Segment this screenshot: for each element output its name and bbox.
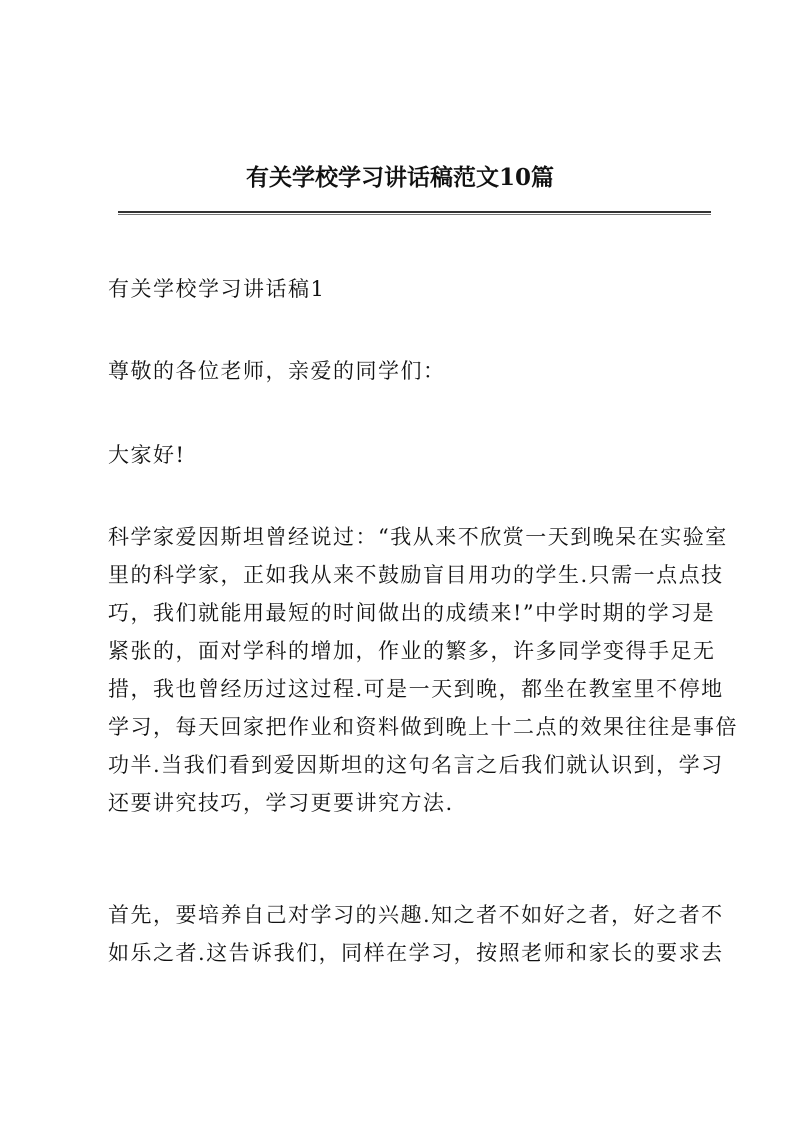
title-divider xyxy=(118,211,711,215)
paragraph-line: 首先，要培养自己对学习的兴趣.知之者不如好之者，好之者不 xyxy=(108,903,724,927)
paragraph-line: 措，我也曾经历过这过程.可是一天到晚，都坐在教室里不停地 xyxy=(108,677,724,701)
paragraph-line: 里的科学家，正如我从来不鼓励盲目用功的学生.只需一点点技 xyxy=(108,563,724,587)
paragraph-line: 功半.当我们看到爱因斯坦的这句名言之后我们就认识到，学习 xyxy=(108,753,724,777)
paragraph-line: 如乐之者.这告诉我们，同样在学习，按照老师和家长的要求去 xyxy=(108,941,724,965)
paragraph-line: 学习，每天回家把作业和资料做到晚上十二点的效果往往是事倍 xyxy=(108,715,738,739)
paragraph-line: 紧张的，面对学科的增加，作业的繁多，许多同学变得手足无 xyxy=(108,639,716,663)
paragraph-1 xyxy=(108,518,738,822)
paragraph-line: 还要讲究技巧，学习更要讲究方法. xyxy=(108,791,454,815)
paragraph-2 xyxy=(108,896,724,972)
greeting: 大家好! xyxy=(108,443,186,467)
section-heading: 有关学校学习讲话稿1 xyxy=(108,277,326,301)
salutation: 尊敬的各位老师，亲爱的同学们： xyxy=(108,359,446,383)
paragraph-line: 巧，我们就能用最短的时间做出的成绩来!”中学时期的学习是 xyxy=(108,601,716,625)
document-title: 有关学校学习讲话稿范文10篇 xyxy=(245,164,554,191)
paragraph-line: 科学家爱因斯坦曾经说过：“我从来不欣赏一天到晚呆在实验室 xyxy=(108,525,728,549)
